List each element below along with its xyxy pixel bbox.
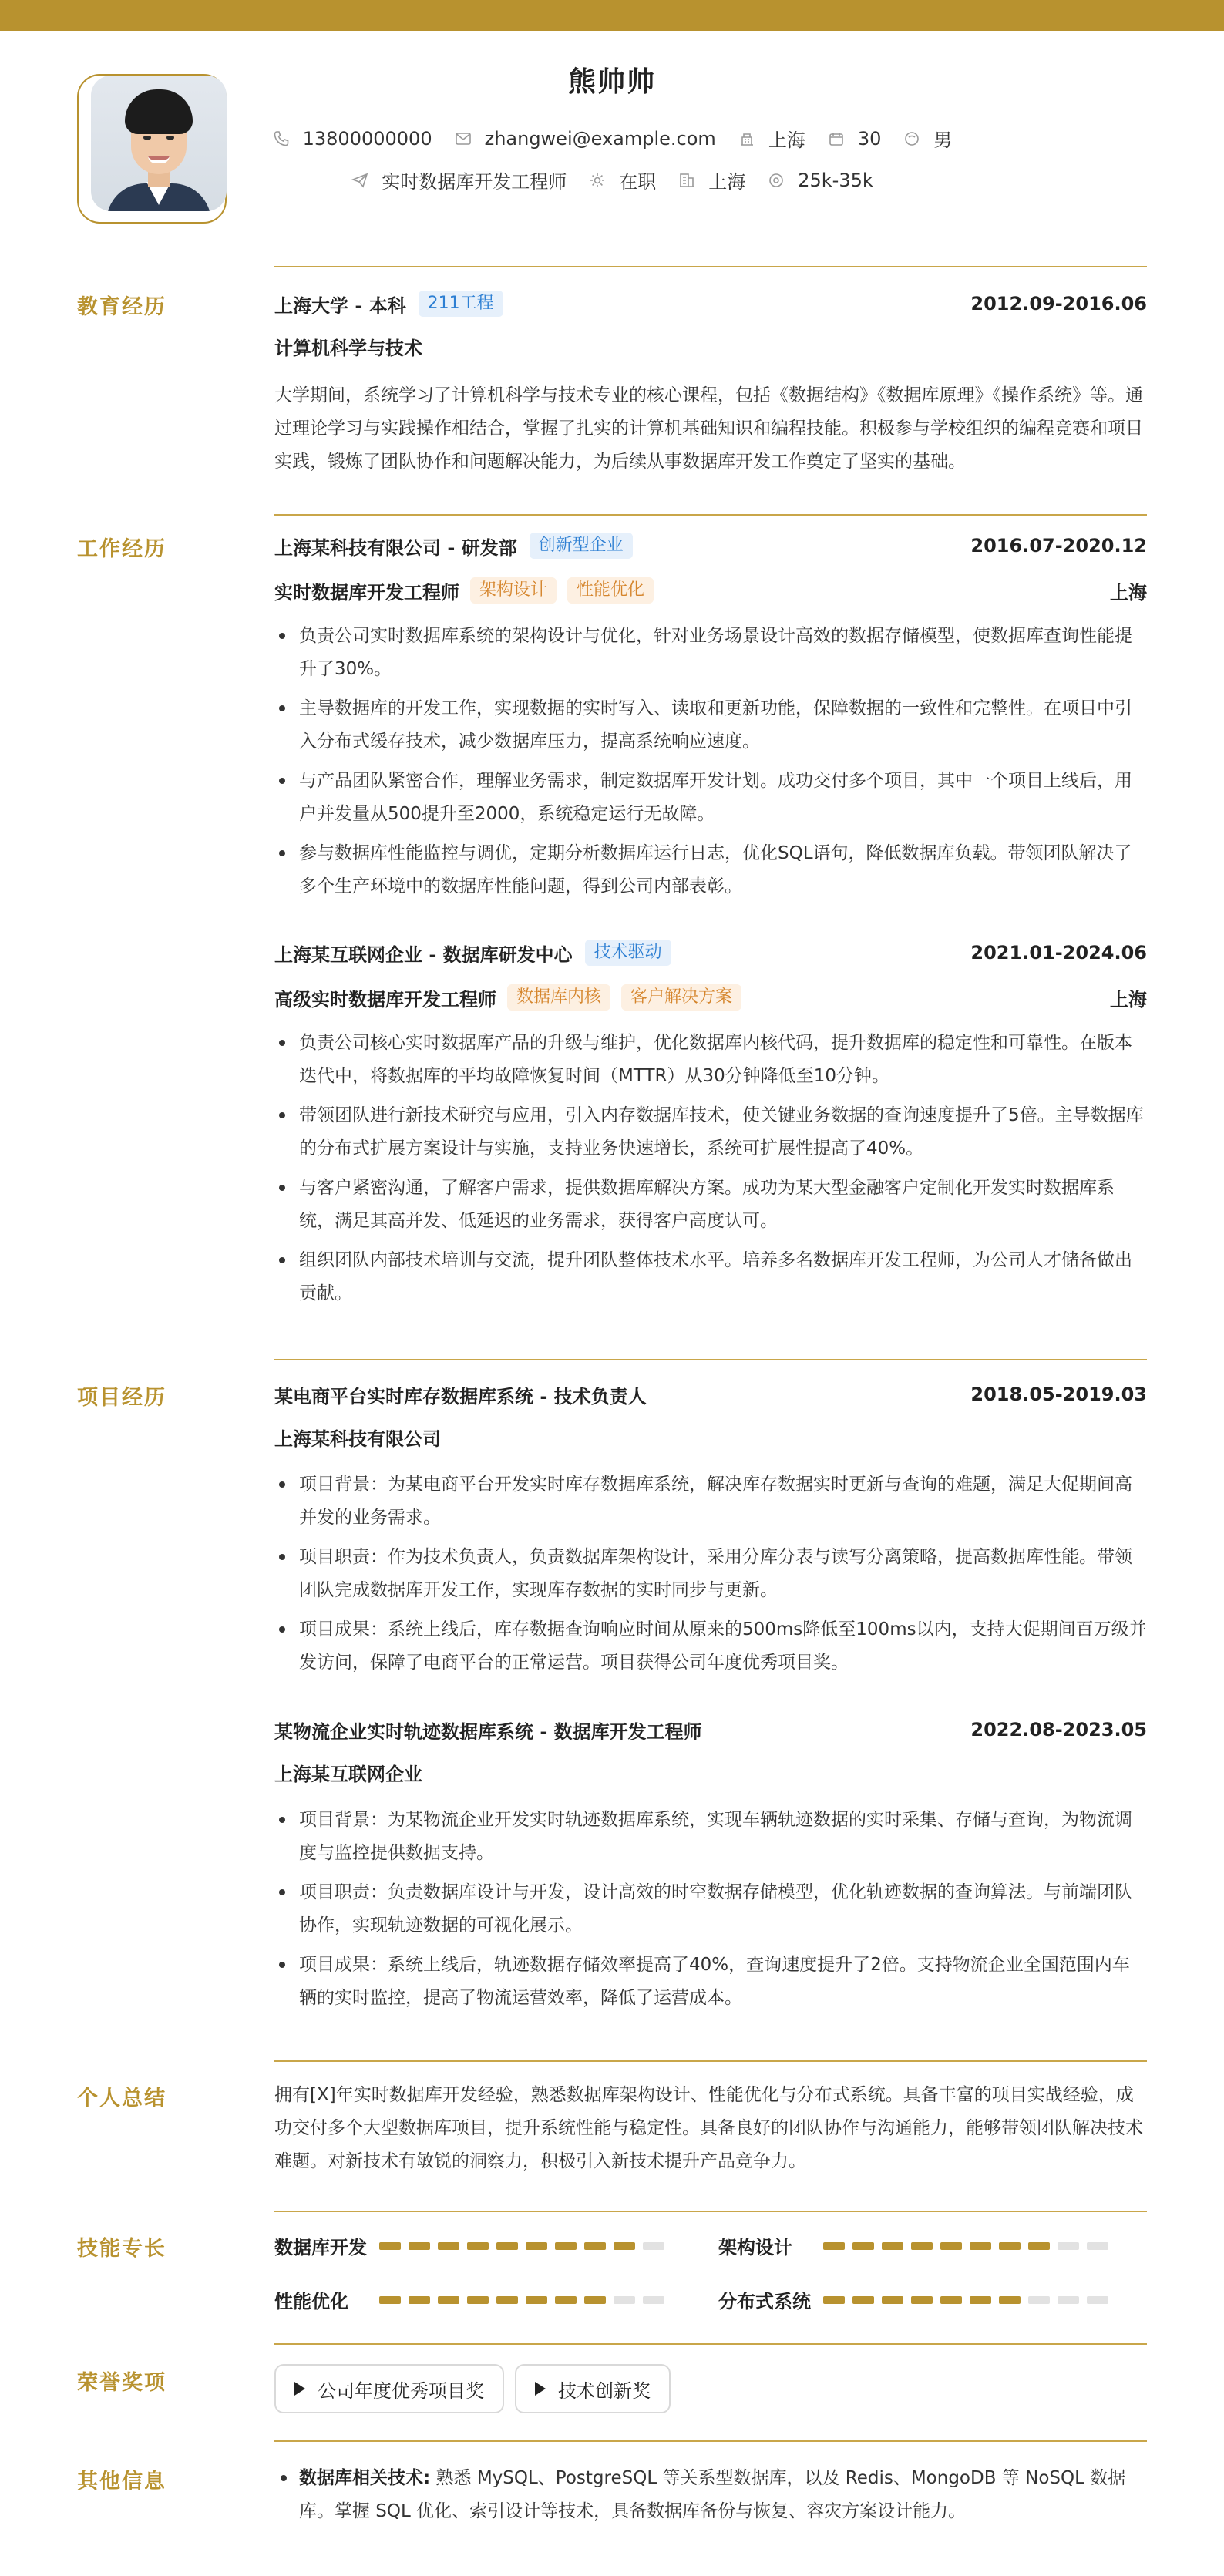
other-info-item [299, 2462, 1147, 2528]
skill-segment-empty [1058, 2242, 1079, 2250]
project-entry [274, 1379, 1147, 1686]
other-label: 数据库相关技术: [299, 2468, 431, 2488]
honor-label: 技术创新奖 [558, 2379, 651, 2402]
salary [767, 170, 873, 191]
projects-title: 项目经历 [77, 1386, 166, 1410]
skill-segment-filled [999, 2296, 1021, 2304]
skill-segment-filled [409, 2296, 430, 2304]
building-icon [738, 129, 756, 148]
phone-value: 13800000000 [302, 127, 432, 150]
play-icon [535, 2382, 546, 2396]
skill-segment-filled [584, 2242, 606, 2250]
location [738, 125, 805, 152]
skill-segment-filled [555, 2296, 577, 2304]
skill-segment-filled [467, 2296, 489, 2304]
job-bullets [274, 1027, 1147, 1310]
skill-segment-filled [409, 2242, 430, 2250]
section-divider [274, 1359, 1147, 1360]
skill-segment-filled [882, 2242, 903, 2250]
school-degree: 上海大学 - 本科 [274, 294, 406, 317]
skill-segment-filled [438, 2296, 459, 2304]
skill-segment-filled [438, 2242, 459, 2250]
list-item: 负责公司实时数据库系统的架构设计与优化，针对业务场景设计高效的数据存储模型，使数据库查询性能提升了30%。 [274, 620, 1147, 686]
skill-segment-filled [882, 2296, 903, 2304]
gender-value: 男 [933, 129, 953, 151]
role-tag: 客户解决方案 [621, 984, 741, 1011]
project-org: 上海某科技有限公司 [274, 1428, 441, 1450]
gender [903, 125, 952, 152]
status-value: 在职 [619, 171, 657, 193]
skill-name: 性能优化 [274, 2291, 348, 2312]
honor-label: 公司年度优秀项目奖 [318, 2379, 484, 2402]
skill-segment-filled [526, 2296, 547, 2304]
skill-segment-filled [526, 2242, 547, 2250]
skill-segment-empty [643, 2296, 664, 2304]
calendar-icon [827, 129, 846, 148]
project-entry [274, 1714, 1147, 2021]
skill-item [274, 2286, 672, 2313]
section-divider [274, 514, 1147, 516]
email-value: zhangwei@example.com [484, 127, 716, 150]
skill-segment-filled [467, 2242, 489, 2250]
list-item: 项目成果：系统上线后，库存数据查询响应时间从原来的500ms降低至100ms以内，支持大促期间百万级并发访问，保障了电商平台的正常运营。项目获得公司年度优秀项目奖。 [274, 1613, 1147, 1680]
phone [272, 128, 432, 150]
bullet-dot [281, 2475, 287, 2481]
skill-segment-filled [970, 2296, 991, 2304]
skill-segment-filled [823, 2242, 845, 2250]
settings-icon [588, 171, 607, 190]
company-name: 上海某科技有限公司 - 研发部 [274, 536, 517, 559]
skill-segment-filled [379, 2242, 401, 2250]
list-item: 参与数据库性能监控与调优，定期分析数据库运行日志，优化SQL语句，降低数据库负载。带领团队解决了多个生产环境中的数据库性能问题，得到公司内部表彰。 [274, 837, 1147, 903]
summary-text: 拥有[X]年实时数据库开发经验，熟悉数据库架构设计、性能优化与分布式系统。具备丰富的项目实战经验，成功交付多个大型数据库项目，提升系统性能与稳定性。具备良好的团队协作与沟通能力，能够带领团队解决技术难题。对新技术有敏锐的洞察力，积极引入新技术提升产品竞争力。 [274, 2085, 1143, 2171]
list-item: 项目成果：系统上线后，轨迹数据存储效率提高了40%，查询速度提升了2倍。支持物流企业全国范围内车辆的实时监控，提高了物流运营效率，降低了运营成本。 [274, 1949, 1147, 2015]
project-name: 某电商平台实时库存数据库系统 - 技术负责人 [274, 1385, 647, 1407]
summary-title: 个人总结 [77, 2087, 166, 2110]
salary-icon [767, 171, 785, 190]
school-tag: 211工程 [419, 291, 503, 317]
job-bullets [274, 620, 1147, 903]
target-city [678, 166, 745, 193]
top-accent-bar [0, 0, 1224, 31]
skill-segment-empty [1028, 2296, 1050, 2304]
project-name: 某物流企业实时轨迹数据库系统 - 数据库开发工程师 [274, 1720, 702, 1743]
project-date: 2018.05-2019.03 [970, 1384, 1147, 1405]
honor-badge [515, 2364, 671, 2413]
section-divider [274, 2343, 1147, 2345]
location-value: 上海 [768, 129, 805, 151]
play-icon [294, 2382, 305, 2396]
skill-level-bar [823, 2296, 1116, 2304]
skill-segment-filled [584, 2296, 606, 2304]
skill-segment-filled [614, 2242, 635, 2250]
honor-badge [274, 2364, 504, 2413]
age [827, 128, 882, 150]
role-tag: 数据库内核 [507, 984, 610, 1011]
skill-item [274, 2232, 672, 2259]
skill-segment-empty [1058, 2296, 1079, 2304]
project-bullets [274, 1804, 1147, 2015]
project-bullets [274, 1468, 1147, 1680]
skill-segment-filled [970, 2242, 991, 2250]
other-text: 熟悉 MySQL、PostgreSQL 等关系型数据库，以及 Redis、MongoDB 等 NoSQL 数据库。掌握 SQL 优化、索引设计等技术，具备数据库备份与恢复、容灾方案设计能力。 [299, 2468, 1126, 2521]
office-icon [678, 171, 696, 190]
list-item: 项目背景：为某电商平台开发实时库存数据库系统，解决库存数据实时更新与查询的难题，满足大促期间高并发的业务需求。 [274, 1468, 1147, 1535]
list-item: 带领团队进行新技术研究与应用，引入内存数据库技术，使关键业务数据的查询速度提升了5倍。主导数据库的分布式扩展方案设计与实施，支持业务快速增长，系统可扩展性提高了40%。 [274, 1099, 1147, 1165]
job-entry [274, 937, 1147, 1317]
skill-segment-filled [823, 2296, 845, 2304]
skills-title: 技能专长 [77, 2237, 166, 2261]
other-info [274, 2462, 1147, 2528]
list-item: 主导数据库的开发工作，实现数据的实时写入、读取和更新功能，保障数据的一致性和完整性。在项目中引入分布式缓存技术，减少数据库压力，提高系统响应速度。 [274, 692, 1147, 758]
mail-icon [454, 129, 472, 148]
company-name: 上海某互联网企业 - 数据库研发中心 [274, 943, 573, 966]
skill-segment-filled [852, 2242, 874, 2250]
major: 计算机科学与技术 [274, 338, 422, 359]
list-item: 项目职责：作为技术负责人，负责数据库架构设计，采用分库分表与读写分离策略，提高数据库性能。带领团队完成数据库开发工作，实现库存数据的实时同步与更新。 [274, 1541, 1147, 1607]
skill-level-bar [823, 2242, 1116, 2250]
skill-segment-filled [940, 2242, 962, 2250]
skill-name: 分布式系统 [718, 2291, 811, 2312]
section-divider [274, 2440, 1147, 2442]
company-tag: 技术驱动 [585, 940, 671, 966]
project-org: 上海某互联网企业 [274, 1764, 422, 1785]
skill-segment-filled [911, 2242, 933, 2250]
list-item: 与产品团队紧密合作，理解业务需求，制定数据库开发计划。成功交付多个项目，其中一个项目上线后，用户并发量从500提升至2000，系统稳定运行无故障。 [274, 765, 1147, 831]
section-divider [274, 2211, 1147, 2212]
honors-title: 荣誉奖项 [77, 2371, 166, 2395]
role-tag: 性能优化 [567, 577, 654, 604]
skill-item [718, 2232, 1116, 2259]
skill-level-bar [379, 2242, 672, 2250]
section-divider [274, 2060, 1147, 2062]
list-item: 项目背景：为某物流企业开发实时轨迹数据库系统，实现车辆轨迹数据的实时采集、存储与查询，为物流调度与监控提供数据支持。 [274, 1804, 1147, 1870]
skill-name: 数据库开发 [274, 2237, 367, 2258]
email [454, 128, 716, 150]
skill-segment-filled [496, 2296, 518, 2304]
section-divider [274, 266, 1147, 267]
work-title: 工作经历 [77, 537, 166, 561]
skill-segment-empty [1087, 2296, 1108, 2304]
target-city-value: 上海 [708, 171, 746, 193]
job-role: 高级实时数据库开发工程师 [274, 988, 496, 1011]
skill-segment-filled [555, 2242, 577, 2250]
list-item: 组织团队内部技术培训与交流，提升团队整体技术水平。培养多名数据库开发工程师，为公司人才储备做出贡献。 [274, 1244, 1147, 1310]
contact-row [0, 125, 1224, 152]
skill-segment-filled [852, 2296, 874, 2304]
list-item: 与客户紧密沟通，了解客户需求，提供数据库解决方案。成功为某大型金融客户定制化开发实时数据库系统，满足其高并发、低延迟的业务需求，获得客户高度认可。 [274, 1172, 1147, 1238]
job-intent-row [0, 166, 1224, 193]
salary-value: 25k-35k [798, 169, 873, 191]
list-item: 项目职责：负责数据库设计与开发，设计高效的时空数据存储模型，优化轨迹数据的查询算法。与前端团队协作，实现轨迹数据的可视化展示。 [274, 1876, 1147, 1942]
send-icon [351, 171, 369, 190]
education-description: 大学期间，系统学习了计算机科学与技术专业的核心课程，包括《数据结构》《数据库原理》《操作系统》等。通过理论学习与实践操作相结合，掌握了扎实的计算机基础知识和编程技能。积极参与学校组织的编程竞赛和项目实践，锻炼了团队协作和问题解决能力，为后续从事数据库开发工作奠定了坚实的基础。 [274, 385, 1143, 472]
job-date: 2016.07-2020.12 [970, 535, 1147, 557]
skill-segment-filled [496, 2242, 518, 2250]
target-position-value: 实时数据库开发工程师 [382, 171, 567, 193]
education-section [274, 288, 1147, 479]
phone-icon [272, 129, 291, 148]
company-tag: 创新型企业 [530, 533, 633, 559]
education-title: 教育经历 [77, 295, 166, 319]
job-entry [274, 530, 1147, 910]
skill-segment-filled [1028, 2242, 1050, 2250]
job-city: 上海 [1110, 988, 1147, 1011]
project-date: 2022.08-2023.05 [970, 1719, 1147, 1740]
skill-segment-filled [911, 2296, 933, 2304]
skill-segment-filled [999, 2242, 1021, 2250]
age-value: 30 [857, 127, 882, 150]
list-item: 负责公司核心实时数据库产品的升级与维护，优化数据库内核代码，提升数据库的稳定性和可靠性。在版本迭代中，将数据库的平均故障恢复时间（MTTR）从30分钟降低至10分钟。 [274, 1027, 1147, 1093]
job-date: 2021.01-2024.06 [970, 942, 1147, 963]
skill-name: 架构设计 [718, 2237, 792, 2258]
job-role: 实时数据库开发工程师 [274, 581, 459, 604]
status [588, 166, 656, 193]
candidate-name: 熊帅帅 [567, 66, 656, 98]
skill-segment-empty [1087, 2242, 1108, 2250]
other-title: 其他信息 [77, 2470, 166, 2494]
skill-segment-empty [614, 2296, 635, 2304]
skill-item [718, 2286, 1116, 2313]
education-date: 2012.09-2016.06 [970, 293, 1147, 314]
gender-icon [903, 129, 921, 148]
job-city: 上海 [1110, 581, 1147, 604]
skill-level-bar [379, 2296, 672, 2304]
skill-segment-filled [379, 2296, 401, 2304]
skill-segment-filled [940, 2296, 962, 2304]
target-position [351, 166, 567, 193]
skill-segment-empty [643, 2242, 664, 2250]
role-tag: 架构设计 [470, 577, 557, 604]
